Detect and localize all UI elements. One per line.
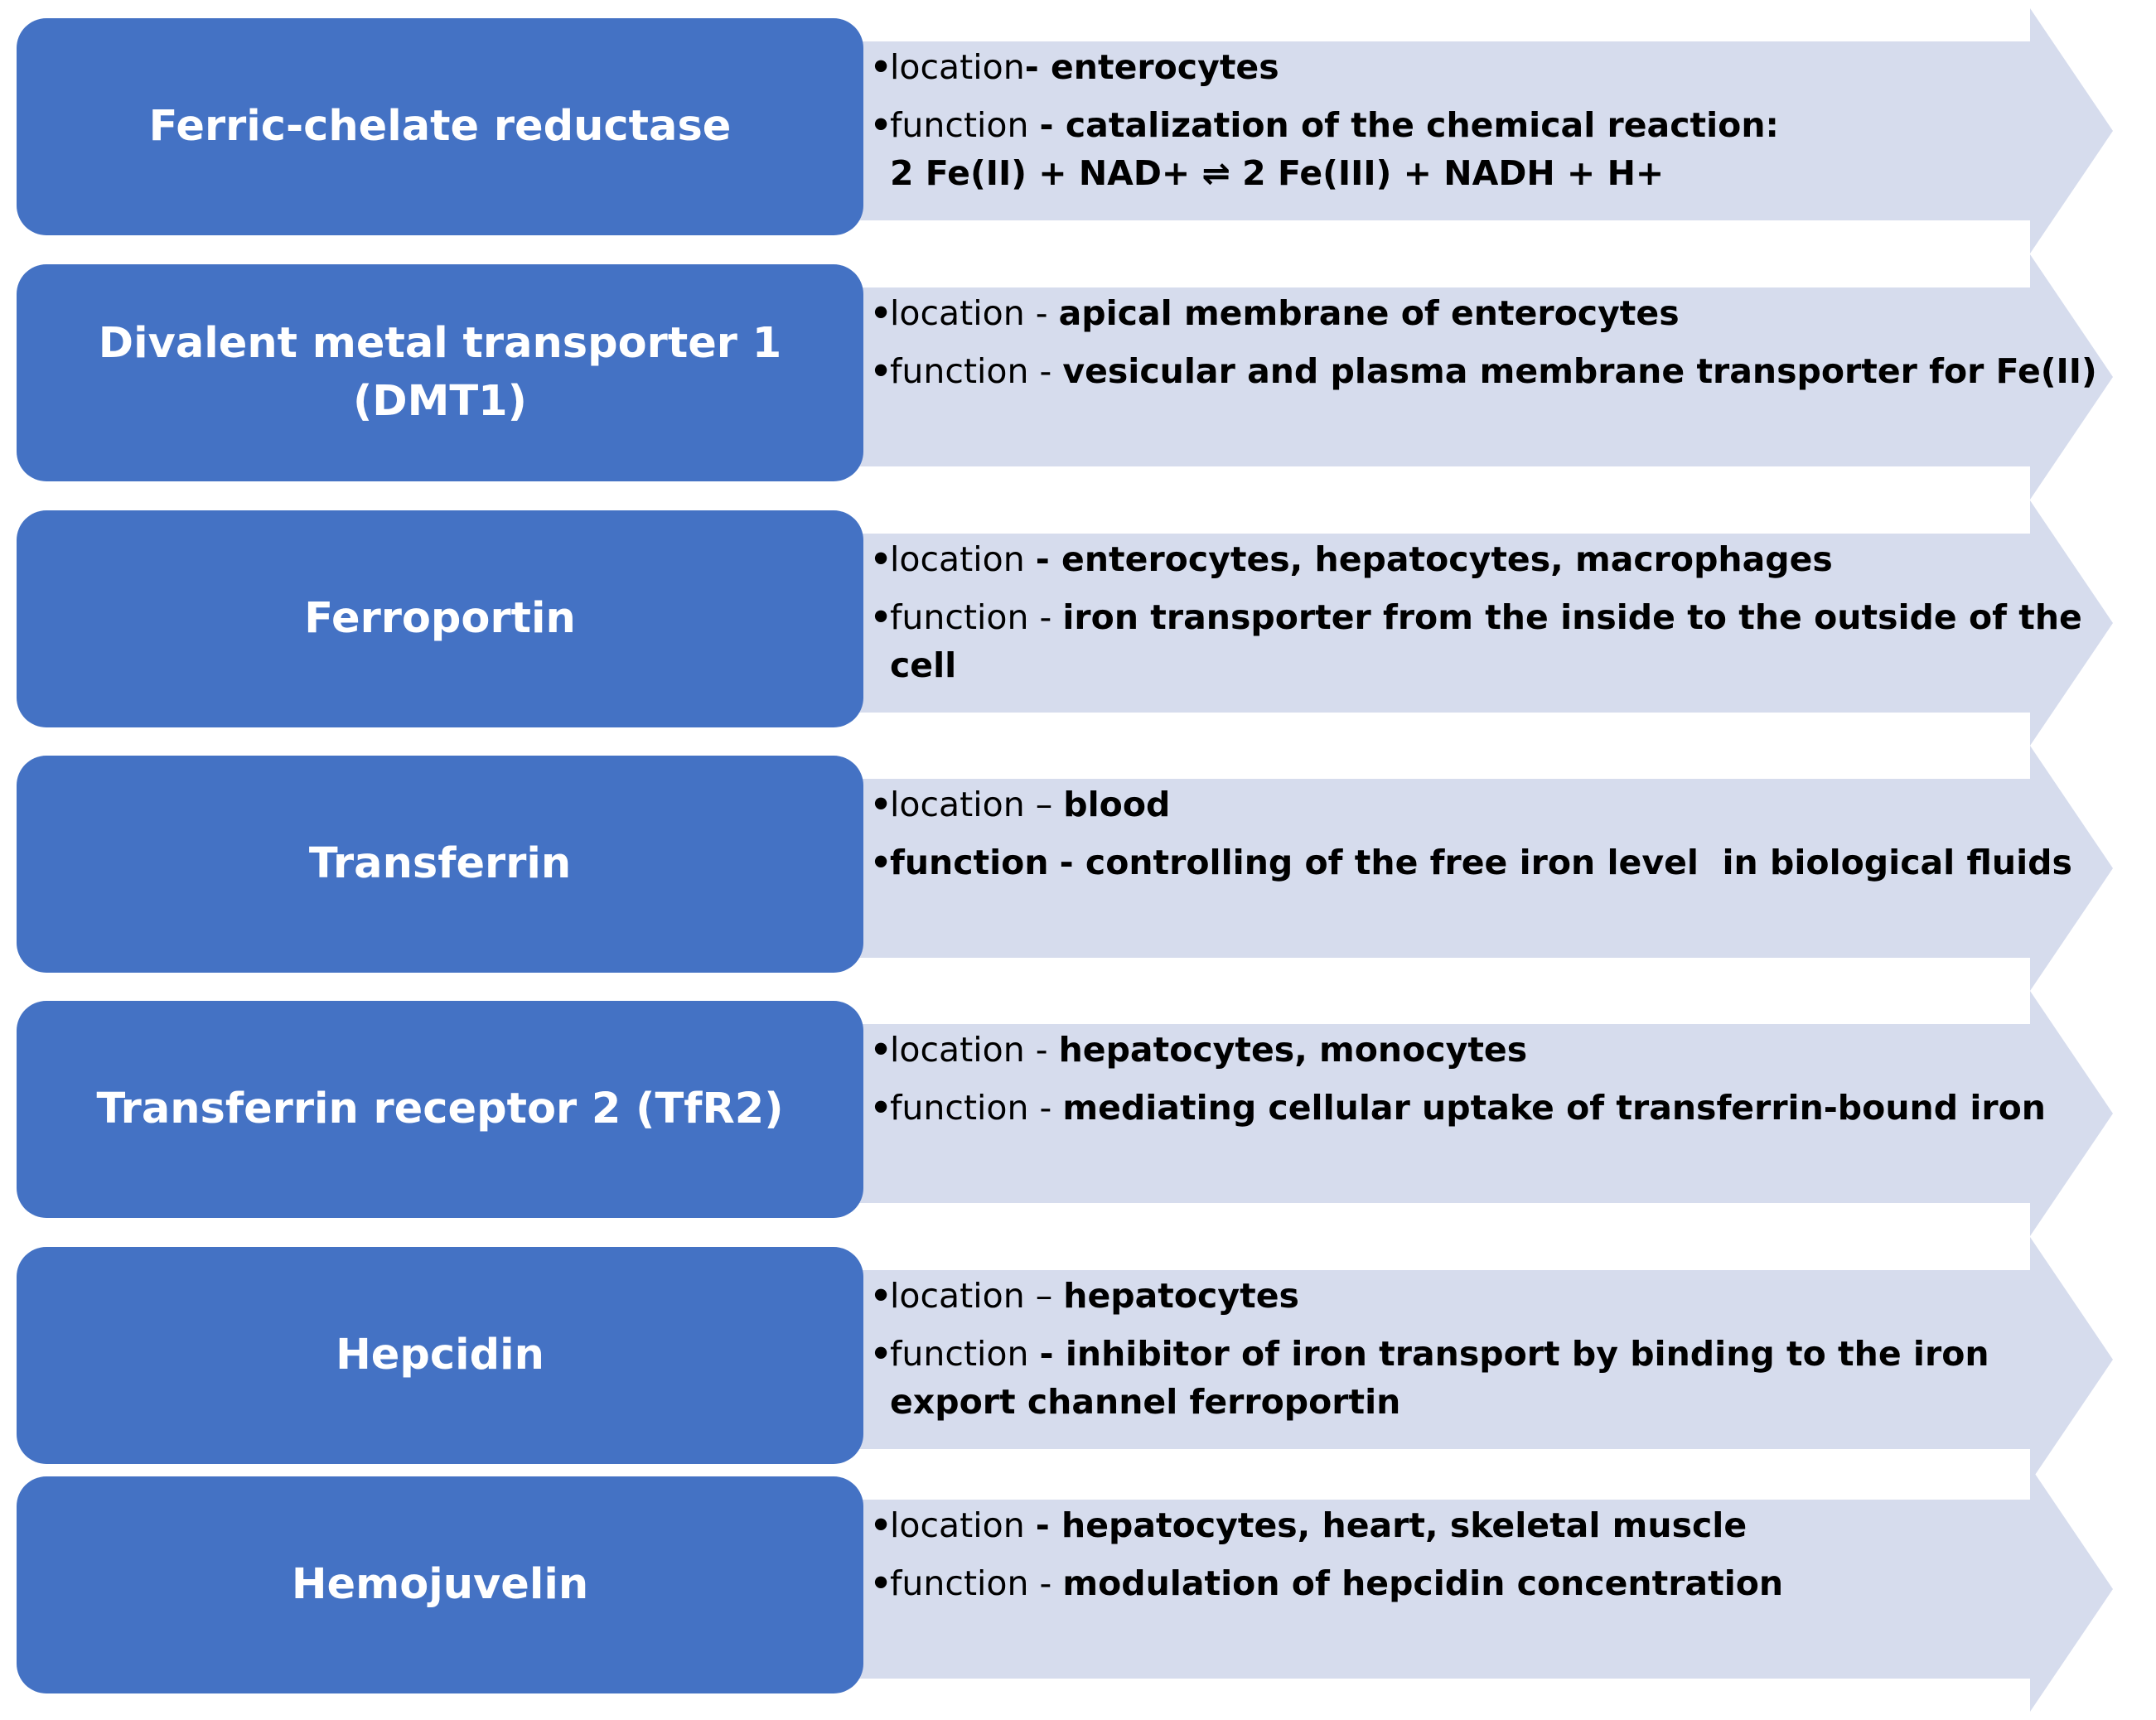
location-label: location bbox=[890, 47, 1025, 87]
function-separator: - bbox=[1039, 1563, 1052, 1603]
function-line bbox=[870, 838, 2071, 887]
function-value-continued: 2 Fe(II) + NAD+ ⇌ 2 Fe(III) + NADH + H+ bbox=[890, 153, 1665, 193]
protein-details bbox=[870, 289, 2097, 395]
protein-details bbox=[870, 1501, 2071, 1607]
function-line bbox=[870, 1559, 2071, 1607]
function-label: function bbox=[890, 1334, 1029, 1374]
bullet-icon: • bbox=[870, 1334, 892, 1374]
function-label: function bbox=[890, 105, 1029, 145]
function-value: vesicular and plasma membrane transporter for Fe(II) bbox=[1062, 351, 2097, 391]
location-separator: - bbox=[1035, 293, 1048, 333]
bullet-icon: • bbox=[870, 1563, 892, 1603]
protein-name-box bbox=[17, 264, 863, 481]
function-line bbox=[870, 1084, 2071, 1132]
location-label: location bbox=[890, 539, 1025, 579]
location-value: blood bbox=[1063, 785, 1171, 824]
function-value-continued: cell bbox=[890, 645, 957, 685]
location-value: enterocytes, hepatocytes, macrophages bbox=[1061, 539, 1833, 579]
function-line bbox=[870, 347, 2097, 395]
protein-name-line-1: Divalent metal transporter 1 bbox=[98, 319, 782, 368]
protein-name: Hepcidin bbox=[336, 1331, 544, 1379]
bullet-icon: • bbox=[870, 785, 892, 824]
location-line bbox=[870, 1272, 2071, 1320]
protein-name-box bbox=[17, 756, 863, 973]
protein-row-transferrin bbox=[0, 746, 2156, 991]
protein-row-dmt1 bbox=[0, 254, 2156, 500]
function-label: function bbox=[890, 1088, 1029, 1128]
location-value: hepatocytes, heart, skeletal muscle bbox=[1061, 1505, 1748, 1545]
location-label: location bbox=[890, 1030, 1025, 1070]
location-line bbox=[870, 1026, 2071, 1074]
function-separator: - bbox=[1039, 105, 1054, 145]
location-separator: - bbox=[1035, 539, 1050, 579]
location-separator: - bbox=[1035, 1505, 1050, 1545]
bullet-icon: • bbox=[870, 1030, 892, 1070]
location-label: location bbox=[890, 785, 1025, 824]
bullet-icon: • bbox=[870, 293, 892, 333]
location-label: location bbox=[890, 293, 1025, 333]
protein-name-line-2: (DMT1) bbox=[353, 377, 527, 426]
protein-details bbox=[870, 1272, 2071, 1426]
function-separator: - bbox=[1039, 1334, 1054, 1374]
protein-details bbox=[870, 535, 2082, 689]
location-label: location bbox=[890, 1505, 1025, 1545]
function-value-continued: export channel ferroportin bbox=[890, 1382, 1401, 1422]
bullet-icon: • bbox=[870, 47, 892, 87]
location-line bbox=[870, 43, 2071, 91]
protein-row-hemojuvelin bbox=[0, 1466, 2156, 1712]
location-separator: - bbox=[1024, 47, 1039, 87]
protein-row-tfr2 bbox=[0, 991, 2156, 1236]
location-separator: – bbox=[1035, 785, 1053, 824]
protein-name: Hemojuvelin bbox=[291, 1560, 589, 1609]
location-line bbox=[870, 1501, 2071, 1549]
bullet-icon: • bbox=[870, 843, 892, 882]
bullet-icon: • bbox=[870, 1276, 892, 1316]
location-separator: - bbox=[1035, 1030, 1048, 1070]
function-line bbox=[870, 1330, 2071, 1426]
function-label: function bbox=[890, 597, 1029, 637]
function-separator: - bbox=[1039, 597, 1052, 637]
location-value: enterocytes bbox=[1051, 47, 1279, 87]
bullet-icon: • bbox=[870, 351, 892, 391]
protein-name: Ferric-chelate reductase bbox=[148, 102, 732, 151]
location-value: apical membrane of enterocytes bbox=[1058, 293, 1680, 333]
protein-details bbox=[870, 43, 2071, 197]
protein-name-box bbox=[17, 1001, 863, 1218]
protein-name: Transferrin receptor 2 (TfR2) bbox=[96, 1085, 784, 1133]
bullet-icon: • bbox=[870, 105, 892, 145]
function-label: function bbox=[890, 843, 1049, 882]
location-label: location bbox=[890, 1276, 1025, 1316]
protein-name-box bbox=[17, 510, 863, 727]
location-line bbox=[870, 289, 2071, 337]
function-label: function bbox=[890, 351, 1029, 391]
bullet-icon: • bbox=[870, 1088, 892, 1128]
function-value: iron transporter from the inside to the outside of the bbox=[1062, 597, 2082, 637]
function-separator: - bbox=[1039, 351, 1052, 391]
bullet-icon: • bbox=[870, 1505, 892, 1545]
protein-name-box bbox=[17, 18, 863, 235]
function-value: controlling of the free iron level in biological fluids bbox=[1085, 843, 2072, 882]
protein-row-ferroportin bbox=[0, 500, 2156, 746]
location-line bbox=[870, 535, 2071, 583]
protein-name: Ferroportin bbox=[304, 594, 576, 643]
bullet-icon: • bbox=[870, 539, 892, 579]
protein-details bbox=[870, 1026, 2071, 1132]
location-value: hepatocytes bbox=[1063, 1276, 1299, 1316]
bullet-icon: • bbox=[870, 597, 892, 637]
protein-name: Transferrin bbox=[308, 839, 572, 888]
location-line bbox=[870, 780, 2071, 829]
function-value: catalization of the chemical reaction: bbox=[1065, 105, 1779, 145]
protein-details bbox=[870, 780, 2071, 887]
function-label: function bbox=[890, 1563, 1029, 1603]
location-value: hepatocytes, monocytes bbox=[1058, 1030, 1528, 1070]
function-separator: - bbox=[1059, 843, 1074, 882]
protein-name-box bbox=[17, 1247, 863, 1464]
protein-row-hepcidin bbox=[0, 1237, 2156, 1482]
function-line bbox=[870, 101, 2071, 197]
function-value: mediating cellular uptake of transferrin-bound iron bbox=[1062, 1088, 2046, 1128]
function-line bbox=[870, 593, 2082, 689]
protein-row-ferric-chelate-reductase bbox=[0, 8, 2156, 254]
function-value: modulation of hepcidin concentration bbox=[1062, 1563, 1784, 1603]
location-separator: – bbox=[1035, 1276, 1053, 1316]
protein-name-box bbox=[17, 1476, 863, 1693]
function-separator: - bbox=[1039, 1088, 1052, 1128]
function-value: inhibitor of iron transport by binding to the iron bbox=[1065, 1334, 1989, 1374]
